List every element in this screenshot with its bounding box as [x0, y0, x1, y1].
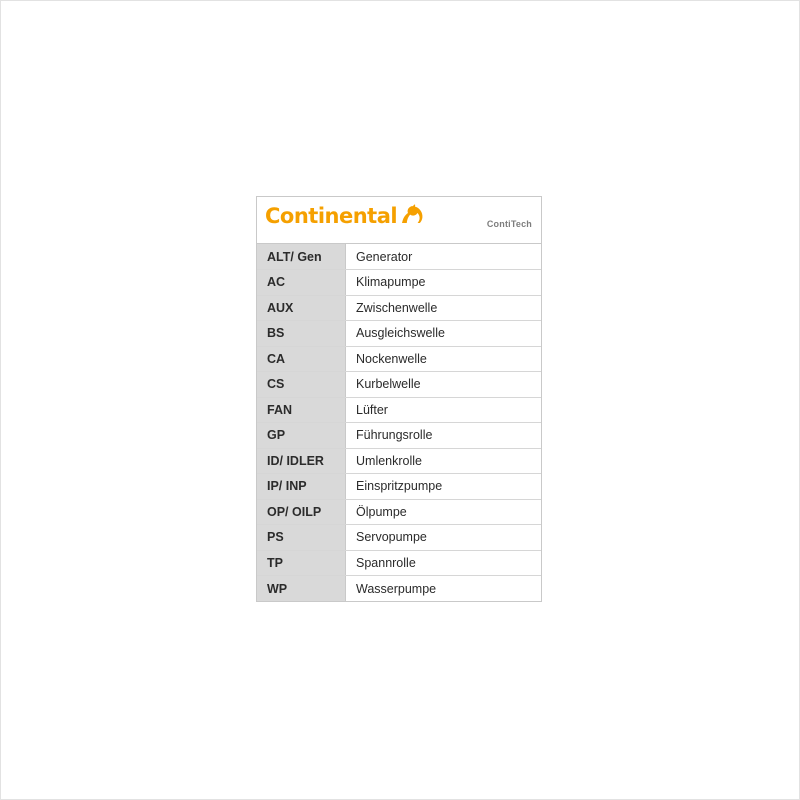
abbr-code: CA — [257, 346, 346, 372]
abbr-description: Umlenkrolle — [346, 448, 542, 474]
abbr-description: Wasserpumpe — [346, 576, 542, 602]
abbr-description: Generator — [346, 244, 542, 270]
table-row — [257, 295, 541, 321]
table-row — [257, 244, 541, 270]
table-row — [257, 499, 541, 525]
table-row — [257, 423, 541, 449]
abbr-description: Nockenwelle — [346, 346, 542, 372]
brand-wordmark: Continental — [265, 204, 398, 228]
brand-header — [257, 197, 541, 244]
abbr-code: CS — [257, 372, 346, 398]
table-row — [257, 576, 541, 602]
abbr-code: WP — [257, 576, 346, 602]
table-row — [257, 448, 541, 474]
table-row — [257, 346, 541, 372]
table-row — [257, 525, 541, 551]
abbr-code: IP/ INP — [257, 474, 346, 500]
abbr-description: Ausgleichswelle — [346, 321, 542, 347]
abbr-description: Kurbelwelle — [346, 372, 542, 398]
abbr-description: Einspritzpumpe — [346, 474, 542, 500]
horse-icon — [399, 203, 425, 232]
abbr-code: ID/ IDLER — [257, 448, 346, 474]
abbr-code: BS — [257, 321, 346, 347]
table-row — [257, 321, 541, 347]
abbr-description: Spannrolle — [346, 550, 542, 576]
abbr-code: ALT/ Gen — [257, 244, 346, 270]
sub-brand-label: ContiTech — [486, 219, 532, 229]
table-row — [257, 397, 541, 423]
abbr-code: OP/ OILP — [257, 499, 346, 525]
abbreviation-card — [256, 196, 542, 602]
abbr-code: FAN — [257, 397, 346, 423]
table-row — [257, 270, 541, 296]
abbr-description: Lüfter — [346, 397, 542, 423]
abbr-code: GP — [257, 423, 346, 449]
abbr-code: PS — [257, 525, 346, 551]
abbr-description: Führungsrolle — [346, 423, 542, 449]
table-row — [257, 550, 541, 576]
abbr-description: Klimapumpe — [346, 270, 542, 296]
abbr-code: AC — [257, 270, 346, 296]
abbr-description: Zwischenwelle — [346, 295, 542, 321]
abbr-code: TP — [257, 550, 346, 576]
abbreviation-table — [257, 244, 541, 601]
abbr-description: Servopumpe — [346, 525, 542, 551]
abbr-code: AUX — [257, 295, 346, 321]
abbr-description: Ölpumpe — [346, 499, 542, 525]
abbreviation-table-body — [257, 244, 541, 601]
continental-logo — [265, 205, 425, 232]
table-row — [257, 474, 541, 500]
table-row — [257, 372, 541, 398]
